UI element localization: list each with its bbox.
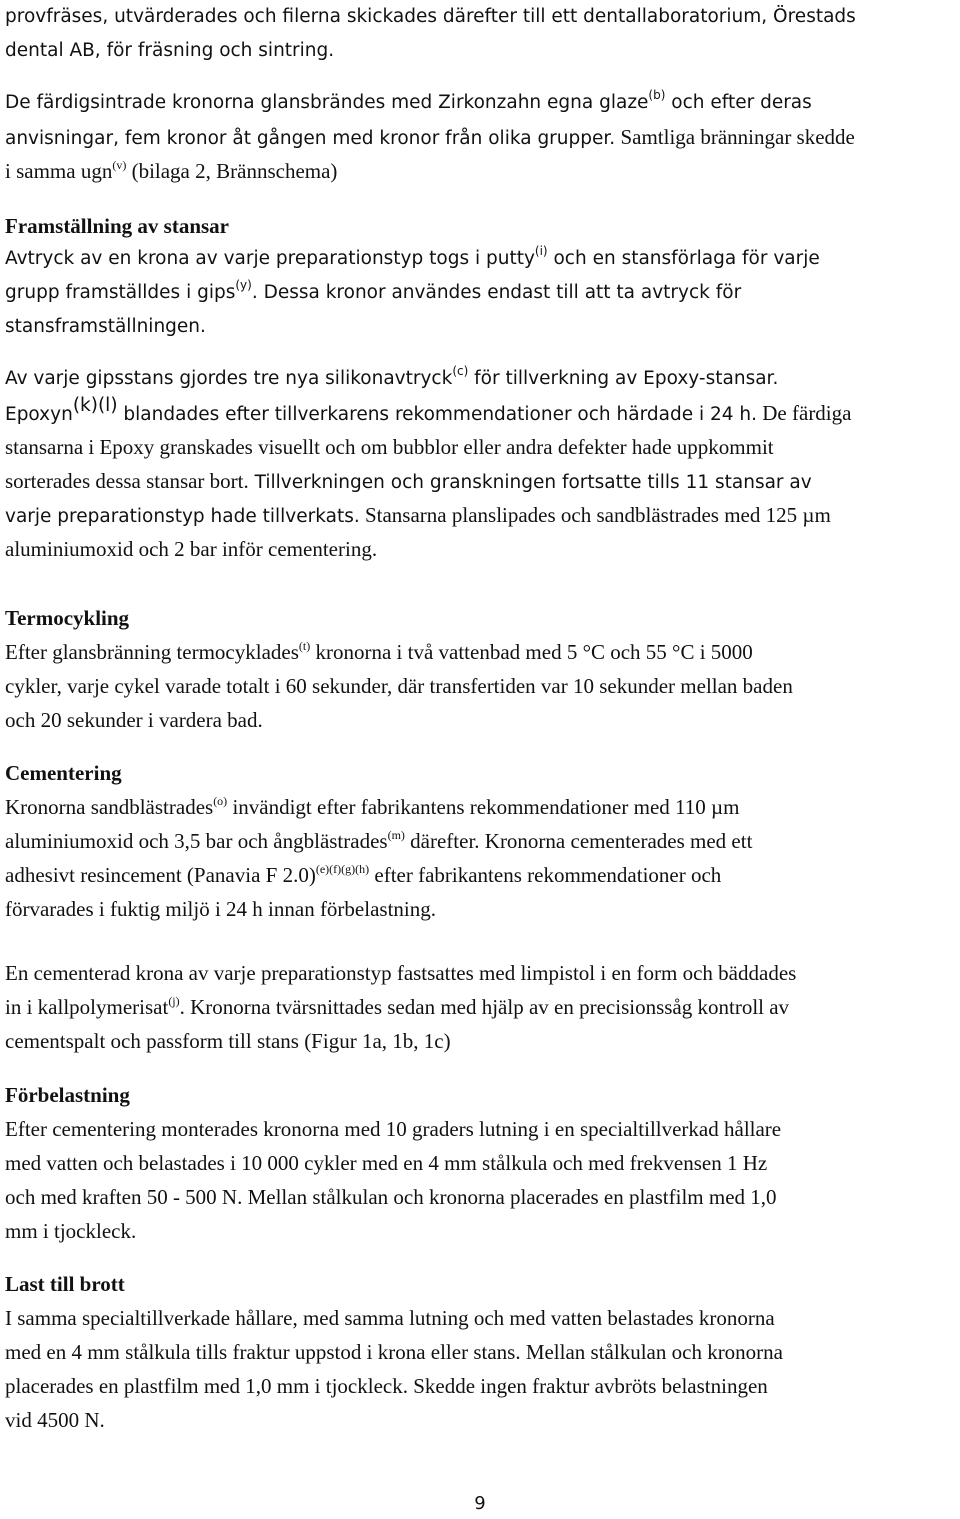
text-line (5, 86, 955, 120)
section-last-till-brott (5, 1267, 955, 1437)
intro-paragraph (5, 0, 955, 68)
text-line (5, 858, 955, 892)
text-segment: . Kronorna tvärsnittades sedan med hjälp av en precisionssåg kontroll av (179, 995, 790, 1019)
text-segment: adhesivt resincement (Panavia F 2.0) (5, 863, 316, 887)
text-line (5, 396, 955, 430)
text-segment: . Dessa kronor användes endast till att ta avtryck för (251, 282, 742, 303)
reference-superscript: (j) (168, 994, 180, 1008)
section-cementering (5, 756, 955, 926)
text-line: vid 4500 N. (5, 1408, 105, 1432)
text-segment: Samtliga bränningar skedde (615, 125, 855, 149)
text-segment: efter fabrikantens rekommendationer och (369, 863, 722, 887)
text-segment: sorterades dessa stansar bort. (5, 469, 249, 493)
text-segment: De färdigsintrade kronorna glansbrändes med Zirkonzahn egna glaze (5, 92, 649, 113)
reference-superscript: (o) (213, 794, 228, 808)
text-line: dental AB, för fräsning och sintring. (5, 40, 335, 61)
reference-superscript: (y) (235, 278, 252, 292)
text-line: Efter cementering monterades kronorna med 10 graders lutning i en specialtillverkad hållare (5, 1117, 782, 1141)
section-termocykling (5, 601, 955, 737)
reference-superscript: (v) (112, 158, 127, 172)
text-segment: aluminiumoxid och 3,5 bar och ångblästrades (5, 829, 388, 853)
text-segment: Stansarna planslipades och sandblästrades med 125 µm (359, 503, 831, 527)
text-segment: och efter deras (665, 92, 812, 113)
text-segment: Tillverkningen och granskningen fortsatte tills 11 stansar av (248, 472, 812, 493)
text-line (5, 464, 955, 498)
text-line: placerades en plastfilm med 1,0 mm i tjockleck. Skedde ingen fraktur avbröts belastningen (5, 1374, 768, 1398)
text-segment: därefter. Kronorna cementerades med ett (404, 829, 753, 853)
text-segment: i samma ugn (5, 159, 113, 183)
text-line: aluminiumoxid och 2 bar inför cementering. (5, 537, 378, 561)
text-line: med vatten och belastades i 10 000 cykler med en 4 mm stålkula och med frekvensen 1 Hz (5, 1151, 768, 1175)
text-segment: Av varje gipsstans gjordes tre nya silikonavtryck (5, 368, 453, 389)
text-segment: varje preparationstyp hade tillverkats. (5, 506, 360, 527)
text-line: En cementerad krona av varje preparationstyp fastsattes med limpistol i en form och bäddades (5, 961, 797, 985)
text-line: provfräses, utvärderades och filerna skickades därefter till ett dentallaboratorium, Örestads (5, 6, 856, 27)
text-line (5, 276, 955, 310)
page-number: 9 (474, 1493, 486, 1514)
section-heading: Termocykling (5, 606, 130, 630)
text-line: och med kraften 50 - 500 N. Mellan stålkulan och kronorna placerades en plastfilm med 1,0 (5, 1185, 777, 1209)
text-line: förvarades i fuktig miljö i 24 h innan förbelastning. (5, 897, 436, 921)
cementering-paragraph-2 (5, 956, 955, 1058)
section-heading: Cementering (5, 761, 122, 785)
text-segment: Epoxyn (5, 404, 73, 425)
text-segment: invändigt efter fabrikantens rekommendationer med 110 µm (227, 795, 740, 819)
text-line (5, 362, 955, 396)
section-stansar (5, 209, 955, 243)
stansar-paragraph-1 (5, 242, 955, 344)
glaze-paragraph (5, 86, 955, 188)
text-segment: grupp framställdes i gips (5, 282, 236, 303)
reference-superscript: (i) (534, 244, 548, 258)
text-segment: kronorna i två vattenbad med 5 °C och 55 °C i 5000 (310, 640, 753, 664)
text-segment: blandades efter tillverkarens rekommendationer och härdade i 24 h. (117, 404, 758, 425)
section-forbelastning (5, 1078, 955, 1248)
text-segment: anvisningar, fem kronor åt gången med kronor från olika grupper. (5, 128, 616, 149)
text-line (5, 990, 955, 1024)
reference-superscript: (t) (298, 639, 311, 653)
text-line (5, 242, 955, 276)
text-segment: (bilaga 2, Brännschema) (126, 159, 338, 183)
text-segment: Kronorna sandblästrades (5, 795, 214, 819)
text-segment: för tillverkning av Epoxy-stansar. (468, 368, 779, 389)
text-line: med en 4 mm stålkula tills fraktur uppstod i krona eller stans. Mellan stålkulan och kronorna (5, 1340, 783, 1364)
text-segment: in i kallpolymerisat (5, 995, 169, 1019)
reference-superscript: (b) (648, 88, 666, 102)
text-line: stansarna i Epoxy granskades visuellt och om bubblor eller andra defekter hade uppkommit (5, 435, 774, 459)
text-segment: Efter glansbränning termocyklades (5, 640, 299, 664)
text-line: I samma specialtillverkade hållare, med samma lutning och med vatten belastades kronorna (5, 1306, 775, 1330)
reference-superscript: (k)(l) (72, 395, 118, 416)
text-segment: Avtryck av en krona av varje preparationstyp togs i putty (5, 248, 535, 269)
text-line (5, 120, 955, 154)
text-line (5, 154, 955, 188)
section-heading: Framställning av stansar (5, 214, 230, 238)
text-line (5, 635, 955, 669)
text-line: cementspalt och passform till stans (Figur 1a, 1b, 1c) (5, 1029, 451, 1053)
text-line (5, 790, 955, 824)
text-line (5, 824, 955, 858)
text-segment: och en stansförlaga för varje (547, 248, 820, 269)
stansar-paragraph-2 (5, 362, 955, 566)
text-segment: De färdiga (757, 401, 852, 425)
reference-superscript: (e)(f)(g)(h) (315, 862, 370, 876)
document-page (5, 0, 955, 1519)
text-line (5, 498, 955, 532)
text-line: mm i tjockleck. (5, 1219, 137, 1243)
section-heading: Last till brott (5, 1272, 125, 1296)
text-line: stansframställningen. (5, 316, 206, 337)
section-heading: Förbelastning (5, 1083, 130, 1107)
text-line: cykler, varje cykel varade totalt i 60 sekunder, där transfertiden var 10 sekunder mellan baden (5, 674, 793, 698)
reference-superscript: (c) (452, 364, 469, 378)
reference-superscript: (m) (387, 828, 405, 842)
text-line: och 20 sekunder i vardera bad. (5, 708, 263, 732)
